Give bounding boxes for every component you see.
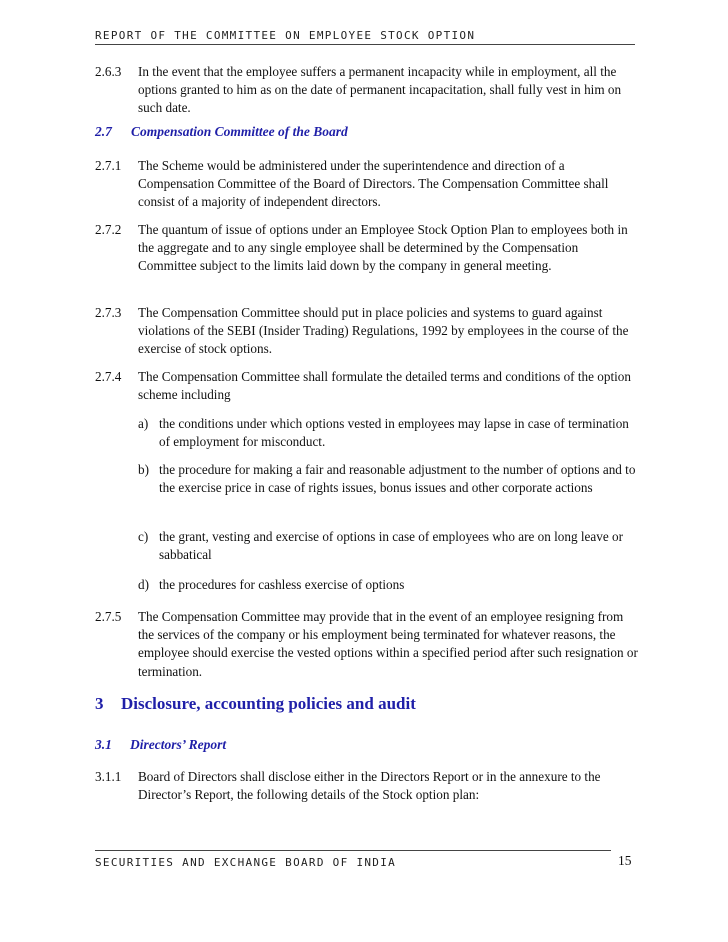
paragraph-2-6-3	[95, 63, 640, 118]
heading-text: Directors’ Report	[130, 737, 227, 752]
list-marker: a)	[138, 416, 149, 431]
running-footer: SECURITIES AND EXCHANGE BOARD OF INDIA	[95, 856, 397, 869]
list-marker: c)	[138, 529, 149, 544]
paragraph-text: In the event that the employee suffers a permanent incapacity while in employment, all the options granted to him as on the date of permanent incapacitation, shall fully vest in him on such date.	[138, 64, 622, 116]
paragraph-text: The quantum of issue of options under an Employee Stock Option Plan to employees both in the aggregate and to any single employee shall be determined by the Compensation Committee subject to the limits laid down by the company in general meeting.	[138, 222, 628, 274]
section-heading-2-7	[95, 124, 348, 140]
header-rule	[95, 44, 635, 45]
list-marker: d)	[138, 577, 149, 592]
paragraph-3-1-1	[95, 768, 640, 804]
list-marker: b)	[138, 462, 149, 477]
paragraph-text: Board of Directors shall disclose either in the Directors Report or in the annexure to the Director’s Report, the following details of the Stock option plan:	[138, 769, 601, 803]
list-item-text: the procedure for making a fair and reasonable adjustment to the number of options and to the exercise price in case of rights issues, bonus issues and other corporate actions	[159, 462, 636, 496]
page-number: 15	[618, 853, 632, 868]
list-item-a	[138, 415, 638, 451]
paragraph-text: The Scheme would be administered under the superintendence and direction of a Compensation Committee of the Board of Directors. The Compensation Committee shall consist of a majority of independent directors.	[138, 158, 609, 210]
paragraph-number: 2.6.3	[95, 64, 122, 79]
heading-number: 3.1	[95, 737, 112, 752]
list-item-text: the grant, vesting and exercise of options in case of employees who are on long leave or sabbatical	[159, 529, 623, 563]
paragraph-text: The Compensation Committee shall formulate the detailed terms and conditions of the option scheme including	[138, 369, 631, 403]
paragraph-2-7-1	[95, 157, 640, 212]
paragraph-2-7-3	[95, 304, 640, 359]
heading-number: 2.7	[95, 124, 112, 139]
paragraph-text: The Compensation Committee should put in place policies and systems to guard against violations of the SEBI (Insider Trading) Regulations, 1992 by employees in the course of the exercise of stock options.	[138, 305, 629, 357]
list-item-text: the procedures for cashless exercise of options	[159, 577, 405, 592]
paragraph-text: The Compensation Committee may provide that in the event of an employee resigning from the services of the company or his employment being terminated for whatever reasons, the employee should exercise the vested options within a specified period after such resignation or termination.	[138, 609, 638, 679]
list-item-d	[138, 576, 638, 594]
paragraph-number: 2.7.5	[95, 609, 122, 624]
list-item-b	[138, 461, 638, 497]
list-item-c	[138, 528, 638, 564]
paragraph-number: 2.7.1	[95, 158, 122, 173]
heading-text: Compensation Committee of the Board	[131, 124, 348, 139]
heading-text: Disclosure, accounting policies and audit	[121, 694, 416, 713]
running-header: REPORT OF THE COMMITTEE ON EMPLOYEE STOCK OPTION	[95, 29, 476, 42]
heading-number: 3	[95, 694, 104, 713]
paragraph-2-7-5	[95, 608, 640, 681]
list-item-text: the conditions under which options vested in employees may lapse in case of termination of employment for misconduct.	[159, 416, 629, 450]
paragraph-2-7-2	[95, 221, 640, 276]
paragraph-number: 2.7.3	[95, 305, 122, 320]
paragraph-2-7-4	[95, 368, 640, 404]
section-heading-3	[95, 694, 416, 714]
section-heading-3-1	[95, 737, 226, 753]
paragraph-number: 2.7.2	[95, 222, 122, 237]
paragraph-number: 2.7.4	[95, 369, 122, 384]
footer-rule	[95, 850, 611, 851]
paragraph-number: 3.1.1	[95, 769, 122, 784]
